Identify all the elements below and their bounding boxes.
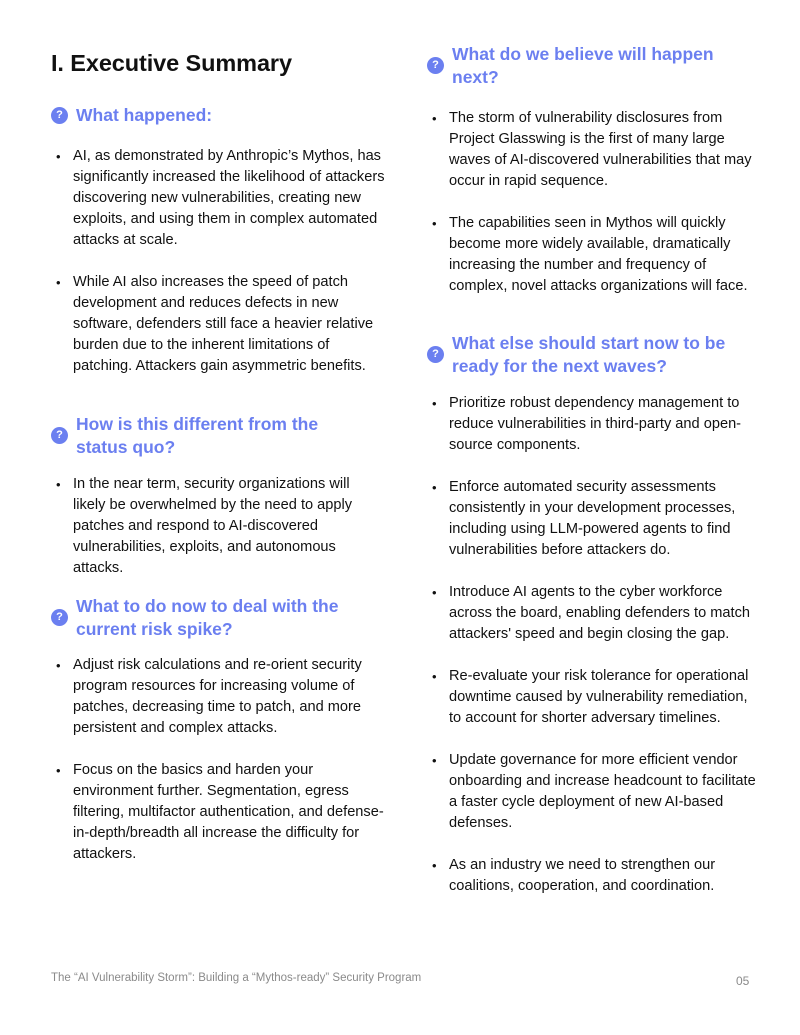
section-heading-next-waves <box>427 332 747 377</box>
footer-document-title: The “AI Vulnerability Storm”: Building a “Mythos-ready” Security Program <box>51 972 422 984</box>
question-mark-icon: ? <box>51 609 68 626</box>
section-heading-status-quo <box>51 413 351 458</box>
list-item: • The storm of vulnerability disclosures from Project Glasswing is the first of many large waves of AI-discovered vulnerabilities that may occur in rapid sequence. <box>427 108 757 192</box>
bullet-list-status-quo <box>51 474 386 579</box>
bullet-list-next-waves <box>427 393 757 897</box>
list-item: • Enforce automated security assessments consistently in your development processes, including using LLM-powered agents to find vulnerabilities before attackers do. <box>427 477 757 561</box>
list-item: • The capabilities seen in Mythos will quickly become more widely available, dramatically increasing the number and frequency of complex, novel attacks organizations will face. <box>427 213 757 297</box>
list-item: • In the near term, security organizations will likely be overwhelmed by the need to apply patches and respond to AI-discovered vulnerabilities, exploits, and autonomous attacks. <box>51 474 386 579</box>
question-mark-icon: ? <box>427 57 444 74</box>
page-number: 05 <box>736 974 750 988</box>
list-item: • Re-evaluate your risk tolerance for operational downtime caused by vulnerability remediation, to account for shorter adversary timelines. <box>427 666 757 729</box>
section-heading-text: What happened: <box>76 105 213 125</box>
list-item: • Focus on the basics and harden your environment further. Segmentation, egress filtering, multifactor authentication, and defense-in-depth/breadth all increase the difficulty for attackers. <box>51 760 386 865</box>
list-item: • Introduce AI agents to the cyber workforce across the board, enabling defenders to match attackers' speed and begin closing the gap. <box>427 582 757 645</box>
list-item: • Prioritize robust dependency management to reduce vulnerabilities in third-party and open-source components. <box>427 393 757 456</box>
list-item: • While AI also increases the speed of patch development and reduces defects in new software, defenders still face a heavier relative burden due to the inherent limitations of patching. Attackers gain asymmetric benefits. <box>51 272 386 377</box>
section-heading-current-risk <box>51 595 371 640</box>
bullet-list-happen-next <box>427 108 757 297</box>
page-title: I. Executive Summary <box>51 50 292 76</box>
list-item: • As an industry we need to strengthen our coalitions, cooperation, and coordination. <box>427 855 757 897</box>
list-item: • Update governance for more efficient vendor onboarding and increase headcount to facilitate a faster cycle deployment of new AI-based defenses. <box>427 750 757 834</box>
section-heading-what-happened <box>51 104 212 127</box>
section-heading-text: What do we believe will happen next? <box>452 44 714 87</box>
section-heading-text: What else should start now to be ready for the next waves? <box>452 333 726 376</box>
bullet-list-current-risk <box>51 655 386 865</box>
question-mark-icon: ? <box>51 427 68 444</box>
list-item: • AI, as demonstrated by Anthropic’s Mythos, has significantly increased the likelihood of attackers discovering new vulnerabilities, creating new exploits, and using them in complex automated attacks at scale. <box>51 146 386 251</box>
section-heading-text: How is this different from the status quo? <box>76 414 319 457</box>
question-mark-icon: ? <box>427 346 444 363</box>
list-item: • Adjust risk calculations and re-orient security program resources for increasing volume of patches, decreasing time to patch, and more persistent and complex attacks. <box>51 655 386 739</box>
question-mark-icon: ? <box>51 107 68 124</box>
section-heading-happen-next <box>427 43 747 88</box>
bullet-list-what-happened <box>51 146 386 377</box>
section-heading-text: What to do now to deal with the current risk spike? <box>76 596 339 639</box>
